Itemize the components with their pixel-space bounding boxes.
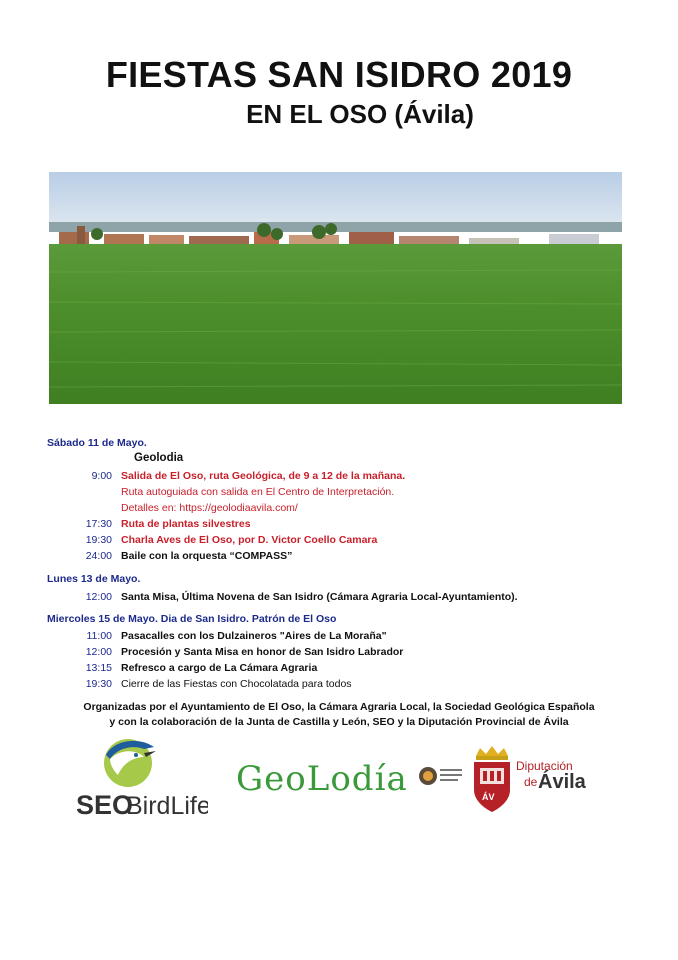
birdlife-logo-text: BirdLife	[126, 792, 208, 820]
geolodia-heading: Geolodia	[134, 452, 184, 464]
schedule-time: 12:00	[85, 646, 112, 658]
page-title: FIESTAS SAN ISIDRO 2019	[105, 54, 573, 95]
schedule-text: Charla Aves de El Oso, por D. Victor Coello Camara	[121, 534, 378, 546]
geolodia-logo	[236, 752, 466, 802]
field-village-photo	[49, 172, 622, 404]
schedule-text: Ruta autoguiada con salida en El Centro de Interpretación.	[121, 486, 395, 498]
geolodia-logo-text: GeoLodía	[236, 759, 408, 799]
schedule-time: 24:00	[85, 550, 112, 562]
day-heading-lunes: Lunes 13 de Mayo.	[47, 573, 141, 585]
page-subtitle: EN EL OSO (Ávila)	[246, 99, 474, 129]
diputacion-line-1: Diputación	[516, 759, 573, 773]
schedule-text: Refresco a cargo de La Cámara Agraria	[121, 662, 318, 674]
geolodia-link[interactable]: Detalles en: https://geolodiaavila.com/	[121, 502, 298, 514]
schedule-text: Baile con la orquesta “COMPASS”	[121, 550, 293, 562]
schedule-time: 13:15	[85, 662, 112, 674]
schedule-time: 19:30	[85, 534, 112, 546]
organizers-line-2: y con la colaboración de la Junta de Castilla y León, SEO y la Diputación Provincial de Ávila	[109, 716, 569, 728]
schedule-time: 17:30	[85, 518, 112, 530]
diputacion-line-2: de	[524, 775, 538, 789]
schedule-text: Procesión y Santa Misa en honor de San Isidro Labrador	[121, 646, 404, 658]
schedule-text: Ruta de plantas silvestres	[121, 518, 251, 530]
organizers-line-1: Organizadas por el Ayuntamiento de El Oso, la Cámara Agraria Local, la Sociedad Geológica Española	[83, 701, 595, 713]
svg-text:ÁV: ÁV	[482, 792, 495, 802]
schedule-text: Santa Misa, Última Novena de San Isidro (Cámara Agraria Local-Ayuntamiento).	[121, 591, 518, 603]
diputacion-line-3: Ávila	[538, 771, 586, 793]
schedule-time: 19:30	[85, 678, 112, 690]
schedule-text: Pasacalles con los Dulzaineros "Aires de La Moraña"	[121, 630, 387, 642]
schedule-time: 11:00	[86, 630, 112, 642]
day-heading-miercoles: Miercoles 15 de Mayo. Dia de San Isidro. Patrón de El Oso	[47, 613, 337, 625]
diputacion-avila-logo	[470, 746, 610, 818]
seo-logo-text: SEO	[76, 790, 134, 820]
schedule-time: 12:00	[85, 591, 112, 603]
day-heading-sabado: Sábado 11 de Mayo.	[47, 437, 147, 449]
schedule-time: 9:00	[91, 470, 112, 482]
schedule-text: Salida de El Oso, ruta Geológica, de 9 a 12 de la mañana.	[121, 470, 406, 482]
seo-birdlife-logo	[74, 735, 208, 820]
schedule-text: Cierre de las Fiestas con Chocolatada para todos	[121, 678, 352, 690]
